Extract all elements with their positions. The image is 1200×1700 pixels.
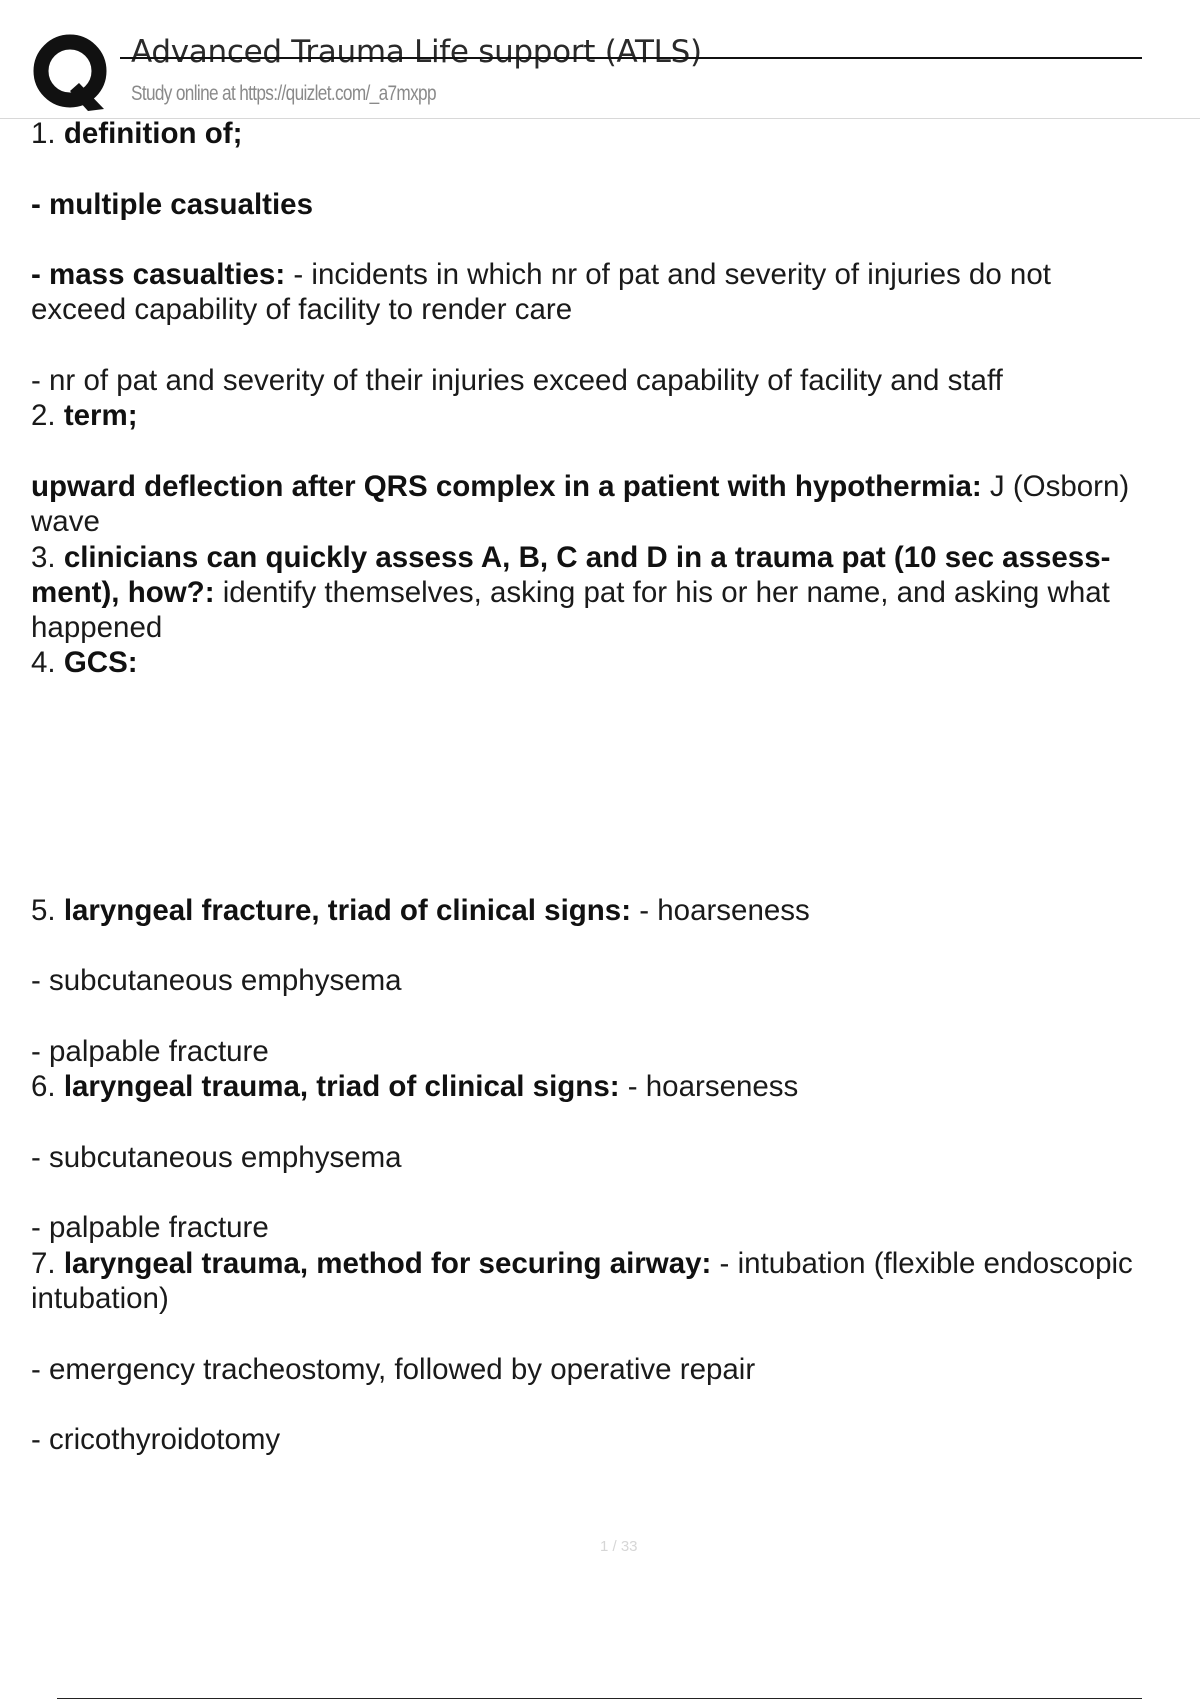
card-number: 3. (31, 540, 56, 574)
title-strike-rule (120, 57, 1142, 59)
card-term: laryngeal trauma, triad of clinical signs: (63, 1070, 620, 1104)
card-definition: wave (31, 505, 100, 539)
card-term: definition of; (63, 117, 243, 150)
flashcard-7 (31, 1246, 1200, 1458)
document-title: Advanced Trauma Life support (ATLS) (131, 34, 702, 70)
card-definition: - hoarseness (619, 1070, 799, 1104)
flashcard-5 (31, 893, 1200, 1069)
study-online-link[interactable]: Study online at https://quizlet.com/_a7mxpp (131, 82, 436, 105)
page-header (0, 0, 1200, 119)
card-definition: - intubation (flexible endoscopic (711, 1246, 1133, 1280)
card-definition: - cricothyroidotomy (31, 1423, 281, 1457)
card-term: ment), how?: (31, 575, 215, 609)
card-term: laryngeal trauma, method for securing airway: (63, 1246, 712, 1280)
card-term: upward deflection after QRS complex in a patient with hypothermia: (31, 469, 982, 503)
card-definition: - subcutaneous emphysema (31, 1140, 402, 1174)
card-definition: - nr of pat and severity of their injuries exceed capability of facility and staff (31, 364, 1003, 398)
card-definition: - subcutaneous emphysema (31, 964, 402, 998)
card-term: laryngeal fracture, triad of clinical signs: (63, 893, 632, 927)
card-number: 5. (31, 893, 56, 927)
flashcard-4 (31, 645, 1200, 892)
card-term: term; (63, 399, 138, 433)
card-definition: - incidents in which nr of pat and severity of injuries do not (285, 258, 1051, 292)
card-definition: intubation) (31, 1282, 169, 1316)
flashcard-3 (31, 540, 1200, 646)
card-term: - multiple casualties (31, 187, 313, 221)
flashcard-1 (31, 116, 1200, 398)
card-definition: - palpable fracture (31, 1034, 269, 1068)
quizlet-q-logo-icon (30, 33, 114, 113)
page-number: 1 / 33 (600, 1538, 638, 1555)
card-definition: exceed capability of facility to render care (31, 293, 573, 327)
gcs-blank-area (31, 681, 1200, 893)
card-number: 7. (31, 1246, 56, 1280)
flashcard-list (31, 116, 1200, 1458)
card-number: 2. (31, 399, 56, 433)
card-definition: J (Osborn) (981, 469, 1130, 503)
flashcard-2 (31, 398, 1200, 539)
card-number: 1. (31, 117, 56, 150)
card-definition: happened (31, 611, 163, 645)
footer-rule (57, 1698, 1142, 1699)
card-number: 6. (31, 1070, 56, 1104)
card-number: 4. (31, 646, 56, 680)
card-definition: identify themselves, asking pat for his or her name, and asking what (214, 575, 1110, 609)
flashcard-6 (31, 1069, 1200, 1245)
card-definition: - emergency tracheostomy, followed by operative repair (31, 1352, 756, 1386)
card-definition: - palpable fracture (31, 1211, 269, 1245)
card-term: clinicians can quickly assess A, B, C and D in a trauma pat (10 sec assess- (63, 540, 1111, 574)
card-term: GCS: (63, 646, 138, 680)
card-definition: - hoarseness (631, 893, 810, 927)
card-term: - mass casualties: (31, 258, 286, 292)
